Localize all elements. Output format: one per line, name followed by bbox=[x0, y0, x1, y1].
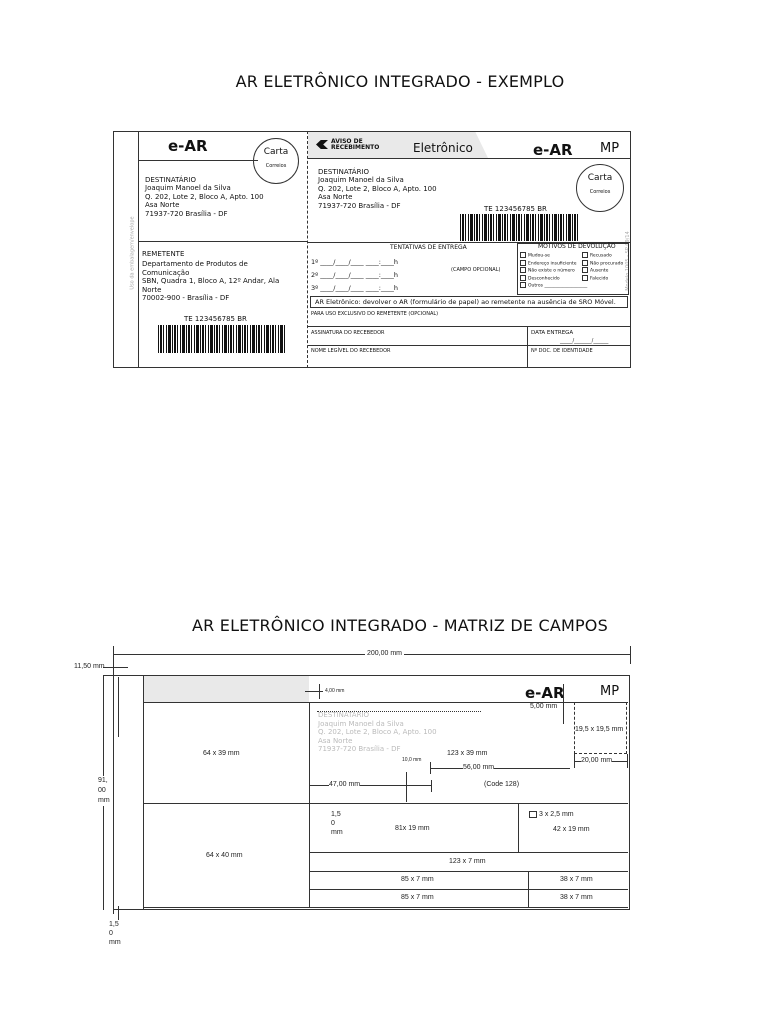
nome-legivel-label: NOME LEGÍVEL DO RECEBEDOR bbox=[311, 348, 391, 354]
campo-opcional: (CAMPO OPCIONAL) bbox=[451, 267, 501, 273]
box-64x40-label: 64 x 40 mm bbox=[206, 852, 243, 859]
dim-47-label: 47,00 mm bbox=[329, 781, 361, 788]
cut-line bbox=[307, 131, 308, 368]
matrix-mid-line bbox=[143, 803, 628, 804]
box-38x7b-label: 38 x 7 mm bbox=[560, 894, 593, 901]
motivo-label: Desconhecido bbox=[528, 276, 560, 281]
eletronico-label: Eletrônico bbox=[413, 141, 473, 155]
dim-1150-label: 11,50 mm bbox=[74, 663, 105, 670]
motivo-label: Ausente bbox=[590, 268, 609, 274]
dim-10-label: 10,0 mm bbox=[402, 757, 422, 763]
tentativa-line: 3º ____/____/____ ____:____h bbox=[311, 284, 399, 292]
example-title: AR ELETRÔNICO INTEGRADO - EXEMPLO bbox=[235, 72, 565, 91]
motivos-grid bbox=[520, 252, 628, 290]
left-rem-line: 70002-900 - Brasília - DF bbox=[142, 294, 230, 302]
box-85x7a-label: 85 x 7 mm bbox=[401, 876, 434, 883]
left-brand-underline bbox=[138, 160, 258, 161]
ghost-line: DESTINATÁRIO bbox=[318, 711, 370, 719]
motivo-checkbox[interactable] bbox=[582, 267, 588, 273]
dim-5-line bbox=[563, 684, 564, 724]
right-stamp-sub: Correios bbox=[589, 189, 611, 195]
motivo-checkbox[interactable] bbox=[582, 275, 588, 281]
matrix-title: AR ELETRÔNICO INTEGRADO - MATRIZ DE CAMPOS bbox=[192, 616, 608, 635]
motivo-checkbox[interactable] bbox=[582, 260, 588, 266]
doc-identidade-label: Nº DOC. DE IDENTIDADE bbox=[531, 348, 593, 354]
motivo-label: Não procurado bbox=[590, 261, 624, 266]
row-85x7b-top bbox=[309, 889, 628, 890]
matrix-middle-divider bbox=[309, 702, 310, 907]
assinatura-label: ASSINATURA DO RECEBEDOR bbox=[311, 330, 385, 336]
motivo-label: Endereço insuficiente bbox=[528, 261, 577, 266]
dim-200-right-tick bbox=[630, 646, 631, 664]
left-stamp-label: Carta bbox=[263, 147, 289, 157]
right-dest-line: Q. 202, Lote 2, Bloco A, Apto. 100 bbox=[318, 184, 437, 193]
ghost-line: Asa Norte bbox=[318, 736, 353, 745]
matrix-mp: MP bbox=[600, 684, 620, 699]
left-brand: e-AR bbox=[168, 137, 208, 155]
nome-top-line bbox=[308, 345, 630, 346]
box-85x7b-label: 85 x 7 mm bbox=[401, 894, 434, 901]
dim-91-label: 91, 00 mm bbox=[98, 776, 112, 806]
tentativas-list bbox=[311, 256, 398, 295]
dim-15a-label: 1,5 0 mm bbox=[331, 811, 343, 836]
motivo-checkbox[interactable] bbox=[520, 275, 526, 281]
motivo-label: Mudou-se bbox=[528, 253, 550, 259]
dim-20-right-tick bbox=[627, 754, 628, 768]
matrix-left-strip-divider bbox=[143, 675, 144, 910]
motivo-checkbox[interactable] bbox=[520, 252, 526, 258]
left-dest-line: Q. 202, Lote 2, Bloco A, Apto. 100 bbox=[145, 192, 264, 201]
dim-4-hline bbox=[305, 691, 323, 692]
dim-47-line bbox=[309, 785, 431, 786]
right-dest-line: 71937-720 Brasília - DF bbox=[318, 201, 401, 210]
right-header-line bbox=[308, 158, 630, 159]
left-dest-title: DESTINATÁRIO bbox=[145, 176, 197, 184]
left-barcode bbox=[158, 325, 285, 353]
left-rem-line: SBN, Quadra 1, Bloco A, 12º Andar, Ala bbox=[142, 277, 280, 285]
right-dest-line: Joaquim Manoel da Silva bbox=[318, 176, 404, 184]
right-barcode bbox=[460, 214, 578, 241]
box-42x19-label: 42 x 19 mm bbox=[553, 826, 590, 833]
data-entrega-blank[interactable]: _____/_______/______ bbox=[560, 338, 609, 344]
dim-47-right-tick bbox=[431, 780, 432, 792]
dim-15b-label: 1,5 0 mm bbox=[109, 921, 121, 946]
left-dest-line: Joaquim Manoel da Silva bbox=[145, 184, 231, 192]
notice-text: AR Eletrônico: devolver o AR (formulário de papel) ao remetente na ausência de SRO Móvel. bbox=[315, 298, 616, 306]
right-stamp bbox=[576, 164, 624, 212]
left-rem-lines bbox=[142, 260, 279, 303]
left-rem-line: Departamento de Produtos de bbox=[142, 260, 248, 268]
dim-15b-tick bbox=[118, 906, 119, 920]
row-123x7-top bbox=[309, 852, 628, 853]
left-dest-line: Asa Norte bbox=[145, 201, 180, 209]
box-123x39-label: 123 x 39 mm bbox=[447, 750, 488, 757]
tentativas-title: TENTATIVAS DE ENTREGA bbox=[390, 244, 467, 251]
left-rem-title: REMETENTE bbox=[142, 250, 185, 258]
motivo-label: Outros ___________________ bbox=[528, 283, 588, 289]
motivo-checkbox[interactable] bbox=[520, 260, 526, 266]
right-mp: MP bbox=[600, 141, 620, 156]
assinatura-top-line bbox=[308, 326, 630, 327]
left-dest-divider bbox=[138, 241, 307, 242]
code128-label: (Code 128) bbox=[484, 781, 520, 788]
dim-195-label: 19,5 x 19,5 mm bbox=[575, 726, 624, 733]
left-strip-divider bbox=[138, 131, 139, 368]
right-side-text: Modelo 1005 - SP 09/14 bbox=[624, 231, 631, 291]
dim-15-line bbox=[406, 772, 407, 802]
box-81x19-label: 81x 19 mm bbox=[395, 825, 430, 832]
ghost-dest-lines bbox=[318, 711, 437, 754]
box-3x25 bbox=[529, 811, 537, 818]
right-tracking: TE 123456785 BR bbox=[484, 205, 547, 213]
dim-1150-line bbox=[103, 667, 128, 668]
motivo-label: Não existe o número bbox=[528, 268, 575, 274]
box-64x39-label: 64 x 39 mm bbox=[203, 750, 240, 757]
dim-56-line bbox=[430, 768, 570, 769]
right-brand: e-AR bbox=[533, 141, 573, 159]
left-rem-line: Comunicação bbox=[142, 268, 190, 277]
dim-5-label: 5,00 mm bbox=[530, 703, 558, 710]
ghost-line: Joaquim Manoel da Silva bbox=[318, 719, 404, 728]
data-entrega-label: DATA ENTREGA bbox=[531, 330, 574, 336]
dim-56-label: 56,00 mm bbox=[463, 764, 495, 771]
lower-divider-1 bbox=[518, 803, 519, 852]
box-123x7-label: 123 x 7 mm bbox=[449, 858, 486, 865]
motivos-title: MOTIVOS DE DEVOLUÇÃO bbox=[538, 243, 616, 250]
matrix-brand: e-AR bbox=[525, 684, 565, 702]
motivo-checkbox[interactable] bbox=[520, 267, 526, 273]
tentativa-line: 1º ____/____/____ ____:____h bbox=[311, 258, 399, 266]
left-rem-line: Norte bbox=[142, 285, 162, 294]
row-85x7a-top bbox=[309, 871, 628, 872]
motivo-checkbox[interactable] bbox=[582, 252, 588, 258]
data-entrega-divider bbox=[527, 326, 528, 368]
left-side-text: Uso da embalagem/envelope bbox=[129, 216, 136, 290]
right-dest-title: DESTINATÁRIO bbox=[318, 168, 370, 176]
left-tracking: TE 123456785 BR bbox=[184, 315, 247, 323]
motivo-label: Recusado bbox=[590, 253, 612, 259]
ghost-line: Q. 202, Lote 2, Bloco A, Apto. 100 bbox=[318, 728, 437, 736]
motivo-checkbox[interactable] bbox=[520, 282, 526, 288]
right-dest-lines bbox=[318, 176, 437, 210]
left-dest-lines bbox=[145, 184, 264, 218]
matrix-bottom-inner bbox=[143, 907, 628, 908]
right-stamp-label: Carta bbox=[587, 173, 613, 183]
dim-4-label: 4,00 mm bbox=[325, 688, 345, 694]
dim-20-label: 20,00 mm bbox=[581, 757, 613, 764]
dim-200-label: 200,00 mm bbox=[367, 650, 403, 657]
right-dest-line: Asa Norte bbox=[318, 193, 353, 201]
box-38x7a-label: 38 x 7 mm bbox=[560, 876, 593, 883]
box-3x25-label: 3 x 2,5 mm bbox=[539, 811, 574, 818]
aviso-label: AVISO DE RECEBIMENTO bbox=[331, 138, 380, 151]
dim-200-left-tick bbox=[113, 646, 114, 664]
tentativa-line: 2º ____/____/____ ____:____h bbox=[311, 271, 399, 279]
matrix-header-gray bbox=[143, 676, 309, 702]
uso-exclusivo: PARA USO EXCLUSIVO DO REMETENTE (OPCIONAL) bbox=[311, 311, 439, 317]
left-dest-line: 71937-720 Brasília - DF bbox=[145, 209, 228, 218]
motivo-label: Falecido bbox=[590, 276, 609, 281]
left-stamp-sub: Correios bbox=[265, 163, 287, 169]
left-stamp bbox=[253, 138, 299, 184]
ghost-line: 71937-720 Brasília - DF bbox=[318, 745, 401, 753]
